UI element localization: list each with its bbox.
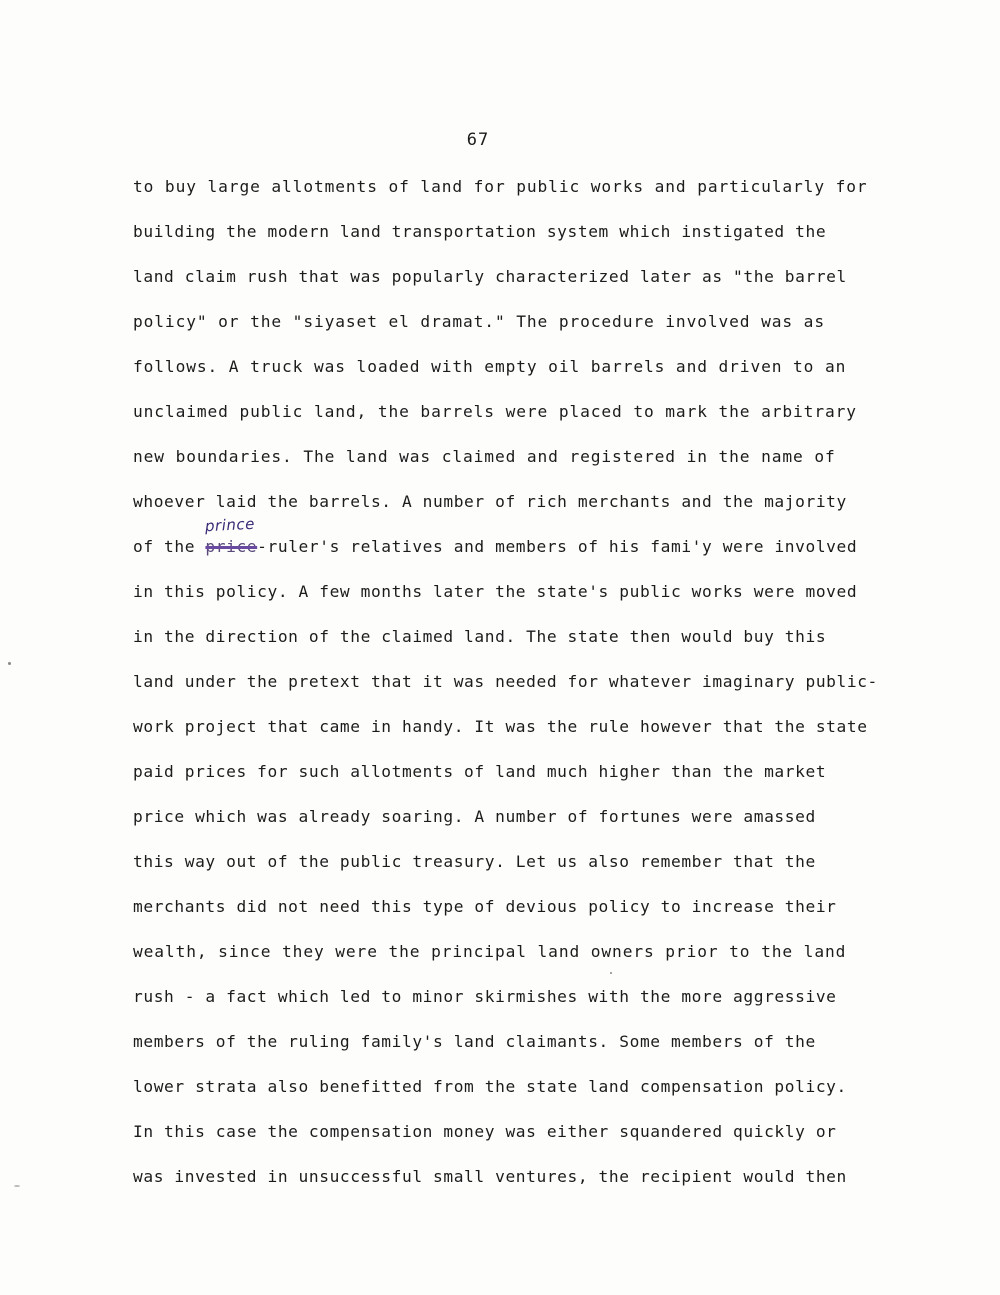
text-line: land claim rush that was popularly characterized later as "the barrel (133, 267, 847, 286)
line-segment: -ruler's relatives and members of his fami'y were involved (257, 537, 858, 556)
stray-mark (8, 662, 11, 665)
handwritten-insertion: prince (204, 514, 256, 536)
text-line: In this case the compensation money was either squandered quickly or (133, 1122, 837, 1141)
text-line: policy" or the "siyaset el dramat." The procedure involved was as (133, 312, 825, 331)
text-line: new boundaries. The land was claimed and registered in the name of (133, 447, 836, 466)
stray-mark (610, 972, 612, 974)
text-line: was invested in unsuccessful small ventures, the recipient would then (133, 1167, 847, 1186)
body-text (133, 174, 893, 1209)
text-line-with-correction (133, 514, 893, 579)
text-line: work project that came in handy. It was the rule however that the state (133, 717, 868, 736)
text-line: lower strata also benefitted from the state land compensation policy. (133, 1077, 847, 1096)
text-line: this way out of the public treasury. Let us also remember that the (133, 852, 816, 871)
text-line: wealth, since they were the principal land owners prior to the land (133, 942, 847, 961)
struck-word-text: price (205, 537, 258, 556)
text-line: building the modern land transportation system which instigated the (133, 222, 827, 241)
text-line: land under the pretext that it was needed for whatever imaginary public- (133, 672, 878, 691)
text-line: to buy large allotments of land for public works and particularly for (133, 177, 868, 196)
text-line: in the direction of the claimed land. The state then would buy this (133, 627, 827, 646)
text-line: merchants did not need this type of devious policy to increase their (133, 897, 837, 916)
text-line: in this policy. A few months later the state's public works were moved (133, 582, 858, 601)
stray-mark (14, 1185, 20, 1187)
line-segment: of the (133, 537, 206, 556)
text-line: rush - a fact which led to minor skirmishes with the more aggressive (133, 987, 837, 1006)
text-line: follows. A truck was loaded with empty oil barrels and driven to an (133, 357, 847, 376)
text-line: paid prices for such allotments of land much higher than the market (133, 762, 827, 781)
text-line: members of the ruling family's land claimants. Some members of the (133, 1032, 816, 1051)
text-line: price which was already soaring. A number of fortunes were amassed (133, 807, 816, 826)
struck-word (204, 514, 258, 560)
text-line: whoever laid the barrels. A number of rich merchants and the majority (133, 492, 847, 511)
text-line: unclaimed public land, the barrels were placed to mark the arbitrary (133, 402, 857, 421)
page-number: 67 (466, 130, 490, 150)
